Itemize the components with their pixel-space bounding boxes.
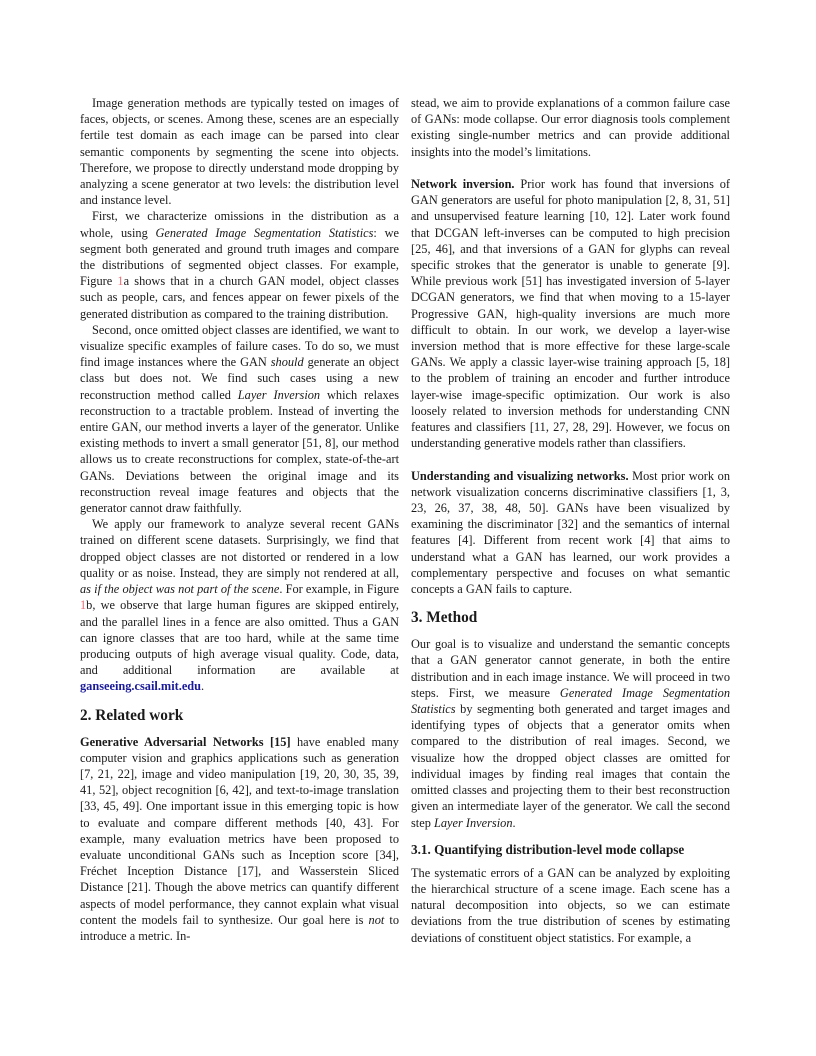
network-inversion-paragraph xyxy=(411,176,730,451)
text: We apply our framework to analyze several recent GANs trained on different scene datasets. Surprisingly, we find that dropped object classes are not distorted or rendered in a low quality or as noise. Instead, they are simply not rendered at all, xyxy=(80,517,399,580)
emphasis-gis: Generated Image Segmentation Statistics xyxy=(155,225,374,240)
left-column xyxy=(80,95,399,944)
intro-paragraph-2 xyxy=(80,208,399,321)
visualizing-networks-paragraph xyxy=(411,468,730,598)
text: have enabled many computer vision and graphics applications such as generation [7, 21, 22], image and video manipulation [19, 20, 30, 35, 39, 41, 52], object recognition [6, 42], and text-to-image translation [33, 45, 49]. One important issue in this emerging topic is how to evaluate and compare different methods [40, 43]. For example, many evaluation metrics have been proposed to evaluate unconditional GANs such as Inception score [34], Fréchet Inception Distance [17], and Wasserstein Sliced Distance [21]. Though the above metrics can quantify different aspects of model performance, they cannot explain what visual content the models fail to synthesize. Our goal here is xyxy=(80,734,399,927)
figure-1-link[interactable]: 1 xyxy=(117,274,124,289)
text: to introduce a metric. In- xyxy=(80,912,400,943)
text: . For example, in Figure xyxy=(279,582,399,597)
emphasis-layer-inversion: Layer Inversion xyxy=(433,815,513,830)
text: by segmenting both generated and target images and identifying types of objects that a generator omits when compared to the distribution of real images. Second, we visualize how the dropped object classes are omitted for individual images by finding real images that contain the omitted classes and projecting them to their best reconstruction given an intermediate layer of the generator. We call the second step xyxy=(411,702,730,830)
text: which relaxes reconstruction to a tractable problem. Instead of inverting the entire GAN, our method inverts a layer of the generator. Unlike existing methods to invert a small generator [51, 8], our method allows us to create reconstructions for complex, state-of-the-art GANs. Deviations between the original image and its reconstruction reveal image features and objects that the generator cannot draw faithfully. xyxy=(80,387,399,516)
text: b, we observe that large human figures are skipped entirely, and the parallel lines in a fence are also omitted. Thus a GAN can ignore classes that are too hard, while at the same time producing outputs of high average visual quality. Code, data, and additional information are available at xyxy=(80,598,399,678)
runin-heading-understanding-visualizing: Understanding and visualizing networks. xyxy=(411,468,629,483)
method-paragraph xyxy=(411,636,730,830)
intro-paragraph-1: Image generation methods are typically tested on images of faces, objects, or scenes. Among these, scenes are an especially fertile test domain as each image can be parsed into clear semantic components by segmenting the scene into objects. Therefore, we propose to directly understand mode dropping by analyzing a scene generator at two levels: the distribution level and instance level. xyxy=(80,96,399,208)
gan-paragraph-continued: stead, we aim to provide explanations of a common failure case of GANs: mode collapse. Our error diagnosis tools complement existing single-number metrics and can provide additional insights into the model’s limitations. xyxy=(411,96,730,159)
emphasis-not-part-of-scene: as if the object was not part of the scene xyxy=(80,582,280,597)
text: . xyxy=(201,679,205,694)
text: Our goal is to visualize and understand the semantic concepts that a GAN generator cannot generate, in both the entire distribution and in each image instance. We will proceed in two steps. First, we measure xyxy=(411,637,730,700)
text: Most prior work on network visualization concerns discriminative classifiers [1, 3, 23, 26, 37, 38, 48, 50]. GANs have been visualized by examining the discriminator [32] and the semantics of internal features [4]. Different from recent work [4] that aims to understand what a GAN has learned, our work provides a complementary perspective and focuses on what semantic concepts a GAN fails to capture. xyxy=(411,468,730,597)
spacer xyxy=(411,451,730,467)
figure-1-link[interactable]: 1 xyxy=(80,598,87,613)
section-heading-method: 3. Method xyxy=(411,609,478,627)
text: Prior work has found that inversions of GAN generators are useful for photo manipulation [2, 8, 31, 51] and unsupervised feature learning [10, 12]. Later work found that DCGAN left-inverses can be computed to high precision [25, 46], and that inversions of a GAN for glyphs can reveal specific strokes that the generator is unable to generate [9]. While previous work [51] has investigated inversion of 5-layer DCGAN generators, we find that when moving to a 15-layer Progressive GAN, high-quality inversions are much more difficult to obtain. In our work, we develop a layer-wise inversion method that is more effective for these large-scale GANs. We apply a classic layer-wise training approach [5, 18] to the problem of training an encoder and further introduce layer-wise image-specific optimization. Our work is also loosely related to inversion methods for understanding CNN features and classifiers [11, 27, 28, 29]. However, we focus on understanding generative models rather than classifiers. xyxy=(411,177,730,451)
text: a shows that in a church GAN model, object classes such as people, cars, and fences appear on fewer pixels of the generated distribution as compared to the training distribution. xyxy=(80,274,399,321)
runin-heading-gan: Generative Adversarial Networks [15] xyxy=(80,734,291,749)
text: . xyxy=(512,815,516,830)
intro-paragraph-3 xyxy=(80,322,399,516)
right-column xyxy=(411,95,730,946)
emphasis-gis: Generated Image Segmentation Statistics xyxy=(411,685,731,717)
emphasis-layer-inversion: Layer Inversion xyxy=(237,387,321,402)
text: generate an object class but does not. We find such cases using a new reconstruction method called xyxy=(80,355,399,402)
emphasis-should: should xyxy=(270,355,304,370)
text: : we segment both generated and ground truth images and compare the distributions of segmented object classes. For example, Figure xyxy=(80,225,399,289)
spacer xyxy=(411,160,730,176)
subsection-heading-3-1: 3.1. Quantifying distribution-level mode collapse xyxy=(411,841,685,857)
runin-heading-network-inversion: Network inversion. xyxy=(411,177,515,191)
quantifying-paragraph: The systematic errors of a GAN can be analyzed by exploiting the hierarchical structure of a scene image. Each scene has a natural decomposition into objects, so we can estimate deviations from the true distribution of scenes by estimating deviations of constituent object statistics. For example, a xyxy=(411,865,730,945)
text: Second, once omitted object classes are identified, we want to visualize specific examples of failure cases. To do so, we must find image instances where the GAN xyxy=(80,322,399,370)
emphasis-not: not xyxy=(368,912,385,927)
section-heading-related-work: 2. Related work xyxy=(80,706,184,724)
text: First, we characterize omissions in the distribution as a whole, using xyxy=(80,209,399,240)
intro-paragraph-4 xyxy=(80,516,399,694)
project-url-link[interactable]: ganseeing.csail.mit.edu xyxy=(80,679,202,694)
gan-paragraph xyxy=(80,734,399,945)
